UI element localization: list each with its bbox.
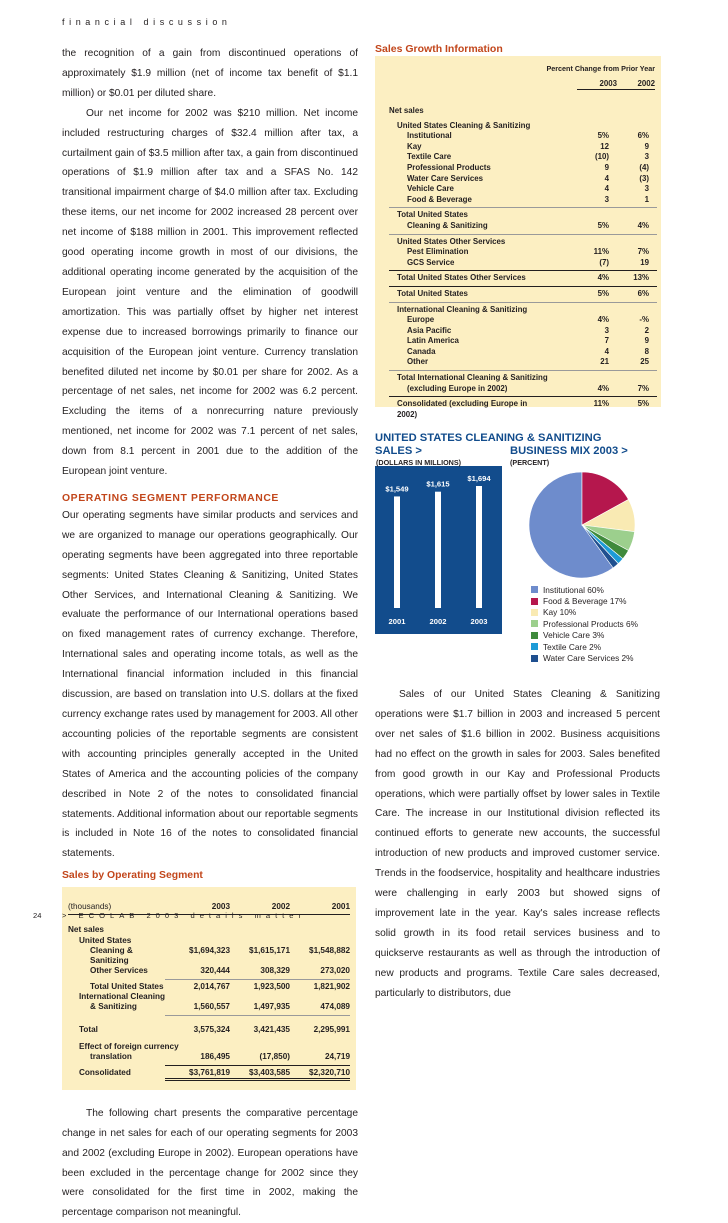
legend-swatch — [531, 598, 538, 605]
cell: 5% — [597, 288, 609, 298]
cell: (10) — [594, 152, 609, 162]
row-label: Total International Cleaning & Sanitizing — [397, 373, 548, 383]
cell: 3,575,324 — [193, 1024, 230, 1034]
cell: 21 — [600, 357, 609, 367]
bar — [435, 492, 441, 608]
table-row — [389, 152, 657, 163]
row-label: Asia Pacific — [407, 325, 452, 335]
cell: $1,548,882 — [309, 945, 350, 955]
year-header: 2002 — [615, 79, 655, 90]
business-mix-pie-chart — [520, 470, 670, 585]
row-label: International Cleaning & Sanitizing — [397, 304, 528, 314]
cell: 9 — [644, 141, 649, 151]
cell: 273,020 — [290, 966, 350, 979]
legend-swatch — [531, 655, 538, 662]
row-label: Total United States Other Services — [397, 273, 526, 283]
legend-label: Institutional 60% — [543, 584, 604, 595]
left-paragraph-2: Our net income for 2002 was $210 million. Net income included restructuring charges of $32.4 million after tax, a curtailment gain of $3.5 million after tax, a gain from discontinued operations of $1.9 million after tax and a SFAS No. 142 transitional impairment charge of $4.0 million after tax. Excluding these items, our net income for 2002 increased 28 percent over net income of $188 million in 2001. This improvement reflected good operating income growth in most of our divisions, the additional operating income generated by the acquisition of the European joint venture and the elimination of goodwill amortization. This was partially offset by higher net interest expense due to increased borrowings primarily to finance our acquisition of the European joint venture. Currency translation benefited diluted net income by $0.01 per share for 2002. As a percentage of net sales, net income for 2002 was 6.2 percent. Excluding the items of a nonrecurring nature previously mentioned, net income for 2002 was 7.1 percent of net sales, down from 8.1 percent in 2001 due to the addition of the European joint venture. — [62, 107, 358, 478]
row-label: International Cleaning — [79, 992, 165, 1002]
cell: 2 — [644, 325, 649, 335]
year-header: 2001 — [290, 902, 350, 915]
legend-swatch — [531, 609, 538, 616]
running-head: financial discussion — [62, 17, 232, 27]
cell: 474,089 — [290, 1002, 350, 1015]
year-header: 2002 — [230, 902, 290, 915]
year-header: 2003 — [577, 79, 617, 90]
footer-tagline: > ECOLAB 2003 details matter — [62, 911, 307, 920]
page-number: 24 — [33, 911, 42, 920]
left-paragraph-1: the recognition of a gain from discontinued operations of approximately $1.9 million (net of income tax benefit of $1.1 million) or $0.01 per diluted share. — [62, 48, 358, 99]
table-row — [68, 1068, 350, 1081]
row-label: Water Care Services — [407, 173, 484, 183]
row-label: Total United States — [397, 288, 468, 298]
row-label: Consolidated (excluding Europe in 2002) — [397, 399, 528, 419]
cell: 3 — [644, 152, 649, 162]
table-row — [389, 347, 657, 358]
bar — [476, 486, 482, 608]
cell: (3) — [639, 173, 649, 183]
sales-unit-label: (DOLLARS IN MILLIONS) — [376, 458, 462, 467]
cell: 1,821,902 — [313, 981, 350, 991]
intl-rows — [389, 315, 657, 368]
cell: 1,923,500 — [253, 981, 290, 991]
table-row — [68, 1002, 350, 1017]
right-paragraph-1: Sales of our United States Cleaning & Sanitizing operations were $1.7 billion in 2003 and increased 5 percent over net sales of $1.6 billion in 2002. Business acquisitions had no effect on the growth in sales for 2003. Sales benefited from good growth in our Kay and Professional Products operations, which were partially offset by lower sales in Textile Care. The increase in our Institutional division reflected its continued efforts to generate new accounts, the successful introduction of new products and improved customer service. Trends in the foodservice, hospitality and healthcare industries were challenging in early 2003 but showed signs of improvement late in the year. Kay's sales increase reflects solid growth in its food retail services business and to quickserve restaurants as well as through the introduction of new products and programs. Textile Care sales decreased, particularly to distributors, due — [375, 689, 660, 999]
legend-swatch — [531, 643, 538, 650]
table-row — [68, 982, 350, 992]
table-row — [68, 966, 350, 981]
cell: 3 — [604, 325, 609, 335]
left-paragraph-4: The following chart presents the comparative percentage change in net sales for each of our operating segments for 2003 and 2002 (excluding Europe in 2002). European operations have been excluded in the percentage change for 2002 since they were consolidated for the first time in 2002, making the percentage comparison not meaningful. — [62, 1107, 358, 1219]
mix-unit-label: (PERCENT) — [510, 458, 550, 467]
cell: 11% — [593, 247, 609, 257]
table-row — [389, 247, 657, 258]
row-label: & Sanitizing — [90, 1002, 137, 1012]
row-label: United States Other Services — [397, 236, 506, 246]
table-row — [389, 174, 657, 185]
cell: 186,495 — [165, 1052, 230, 1065]
cell: 5% — [597, 220, 609, 230]
legend-swatch — [531, 620, 538, 627]
row-label: Pest Elimination — [407, 247, 469, 257]
legend-label: Vehicle Care 3% — [543, 630, 605, 641]
cell: 4% — [597, 315, 609, 325]
legend-item — [531, 584, 638, 595]
left-column — [62, 44, 358, 1223]
cell: $1,615,171 — [249, 945, 290, 955]
row-label: Consolidated — [79, 1067, 131, 1077]
row-label: Other Services — [90, 966, 148, 976]
bar — [394, 496, 400, 608]
bar-category-label: 2001 — [388, 617, 406, 626]
table-row — [68, 1052, 350, 1067]
row-label: Net sales — [389, 106, 424, 115]
row-label: Textile Care — [407, 152, 452, 162]
bar-category-label: 2002 — [429, 617, 447, 626]
table-row — [389, 142, 657, 153]
legend-label: Textile Care 2% — [543, 641, 602, 652]
cell: 4% — [597, 383, 609, 393]
cell: 4 — [604, 346, 609, 356]
uscs-rows — [389, 131, 657, 205]
cell: 7% — [637, 383, 649, 393]
table-row — [68, 1025, 350, 1035]
cell: 3 — [604, 194, 609, 204]
legend-label: Professional Products 6% — [543, 618, 639, 629]
cell: 9 — [644, 336, 649, 346]
cell: 12 — [600, 141, 609, 151]
chart-title-line1: UNITED STATES CLEANING & SANITIZING — [375, 432, 602, 444]
legend-item — [531, 595, 638, 606]
legend-label: Food & Beverage 17% — [543, 596, 627, 607]
bar-value-label: $1,549 — [385, 484, 409, 494]
legend-item — [531, 652, 638, 663]
cell: (7) — [599, 257, 609, 267]
cell: $2,320,710 — [290, 1068, 350, 1081]
row-label: United States — [79, 935, 132, 945]
cell: 320,444 — [165, 966, 230, 979]
section-heading: OPERATING SEGMENT PERFORMANCE — [62, 492, 279, 504]
row-label: Effect of foreign currency — [79, 1041, 179, 1051]
cell: 6% — [637, 131, 649, 141]
legend-item — [531, 630, 638, 641]
cell: 2,295,991 — [313, 1024, 350, 1034]
table-row — [389, 195, 657, 206]
mix-chart-title: BUSINESS MIX 2003 > — [510, 445, 628, 457]
cell: 9 — [604, 162, 609, 172]
cell: 1,497,935 — [230, 1002, 290, 1015]
legend-label: Kay 10% — [543, 607, 577, 618]
cell: -% — [639, 315, 649, 325]
row-label: (excluding Europe in 2002) — [407, 383, 508, 393]
cell: 1,560,557 — [165, 1002, 230, 1015]
cell: 5% — [637, 399, 649, 409]
chart-title — [375, 432, 628, 458]
row-label: Canada — [407, 346, 436, 356]
cell: 25 — [640, 357, 649, 367]
row-label: Cleaning & Sanitizing — [407, 220, 488, 230]
legend-item — [531, 607, 638, 618]
cell: 308,329 — [230, 966, 290, 979]
sales-bar-chart-svg — [375, 466, 502, 634]
cell: (4) — [639, 162, 649, 172]
legend-item — [531, 618, 638, 629]
row-label: United States Cleaning & Sanitizing — [397, 120, 531, 130]
cell: 5% — [597, 131, 609, 141]
row-label: Cleaning & Sanitizing — [90, 945, 133, 966]
row-label: Total — [79, 1024, 98, 1034]
row-label: Professional Products — [407, 162, 491, 172]
table-row — [389, 336, 657, 347]
cell: 7 — [604, 336, 609, 346]
table-row — [389, 258, 657, 269]
table-row — [389, 184, 657, 195]
cell: 1 — [644, 194, 649, 204]
cell: 4% — [597, 273, 609, 283]
table-row — [389, 315, 657, 326]
sales-bar-chart — [375, 466, 502, 634]
row-label: Latin America — [407, 336, 459, 346]
table-row — [389, 131, 657, 142]
cell: 8 — [644, 346, 649, 356]
right-column — [375, 685, 660, 1004]
bar-category-label: 2003 — [470, 617, 488, 626]
left-paragraph-3: Our operating segments have similar products and services and we are organized to manage our operations geographically. Our operating segments have been aggregated into three reportable segments: United States Cleaning & Sanitizing, United States Other Services, and International Cleaning & Sanitizing. We evaluate the performance of our International operations based on fixed management rates of currency exchange. Therefore, International sales and operating income totals, as well as the International financial information included in this financial discussion, are based on translation into U.S. dollars at the fixed currency exchange rates used by management for 2003. All other accounting policies of the reportable segments are consistent with accounting principles generally accepted in the United States of America and the accounting policies of the company described in Note 2 of the notes to consolidated financial statements. Additional information about our reportable segments is included in Note 16 of the notes to consolidated financial statements. — [62, 509, 358, 860]
table-row — [68, 946, 350, 967]
segment-table-heading: Sales by Operating Segment — [62, 870, 203, 882]
unit-label: (thousands) — [68, 902, 165, 915]
legend-label: Water Care Services 2% — [543, 653, 634, 664]
cell: 13% — [633, 273, 649, 283]
cell: 3 — [644, 184, 649, 194]
table-row — [389, 357, 657, 368]
table-row — [389, 163, 657, 174]
cell: 6% — [637, 288, 649, 298]
cell: 11% — [593, 399, 609, 409]
cell: (17,850) — [230, 1052, 290, 1065]
row-label: Food & Beverage — [407, 194, 472, 204]
row-label: Total United States — [397, 210, 468, 220]
usos-rows — [389, 247, 657, 268]
row-label: Other — [407, 357, 429, 367]
row-label: GCS Service — [407, 257, 455, 267]
row-label: Kay — [407, 141, 422, 151]
growth-table — [375, 56, 661, 419]
cell: 4 — [604, 173, 609, 183]
cell: 19 — [640, 257, 649, 267]
cell: $1,694,323 — [189, 945, 230, 955]
cell: 24,719 — [290, 1052, 350, 1065]
row-label: Institutional — [407, 131, 452, 141]
pie-legend — [531, 584, 638, 664]
bar-value-label: $1,615 — [426, 479, 450, 489]
growth-table-body — [389, 106, 657, 420]
row-label: Net sales — [68, 925, 104, 935]
year-header: 2003 — [165, 902, 230, 915]
cell: 7% — [637, 247, 649, 257]
row-label: Total United States — [90, 981, 164, 991]
cell: 4 — [604, 184, 609, 194]
legend-item — [531, 641, 638, 652]
legend-swatch — [531, 632, 538, 639]
sales-chart-title: SALES > — [375, 445, 422, 457]
growth-table-subhead: Percent Change from Prior Year — [546, 64, 655, 73]
row-label: translation — [90, 1052, 132, 1062]
bar-value-label: $1,694 — [467, 474, 491, 483]
cell: $3,403,585 — [230, 1068, 290, 1081]
legend-swatch — [531, 586, 538, 593]
table-row — [389, 326, 657, 337]
row-label: Europe — [407, 315, 435, 325]
cell: 2,014,767 — [193, 981, 230, 991]
cell: 3,421,435 — [253, 1024, 290, 1034]
cell: $3,761,819 — [165, 1068, 230, 1081]
row-label: Vehicle Care — [407, 184, 454, 194]
growth-table-title: Sales Growth Information — [375, 43, 503, 55]
cell: 4% — [637, 220, 649, 230]
